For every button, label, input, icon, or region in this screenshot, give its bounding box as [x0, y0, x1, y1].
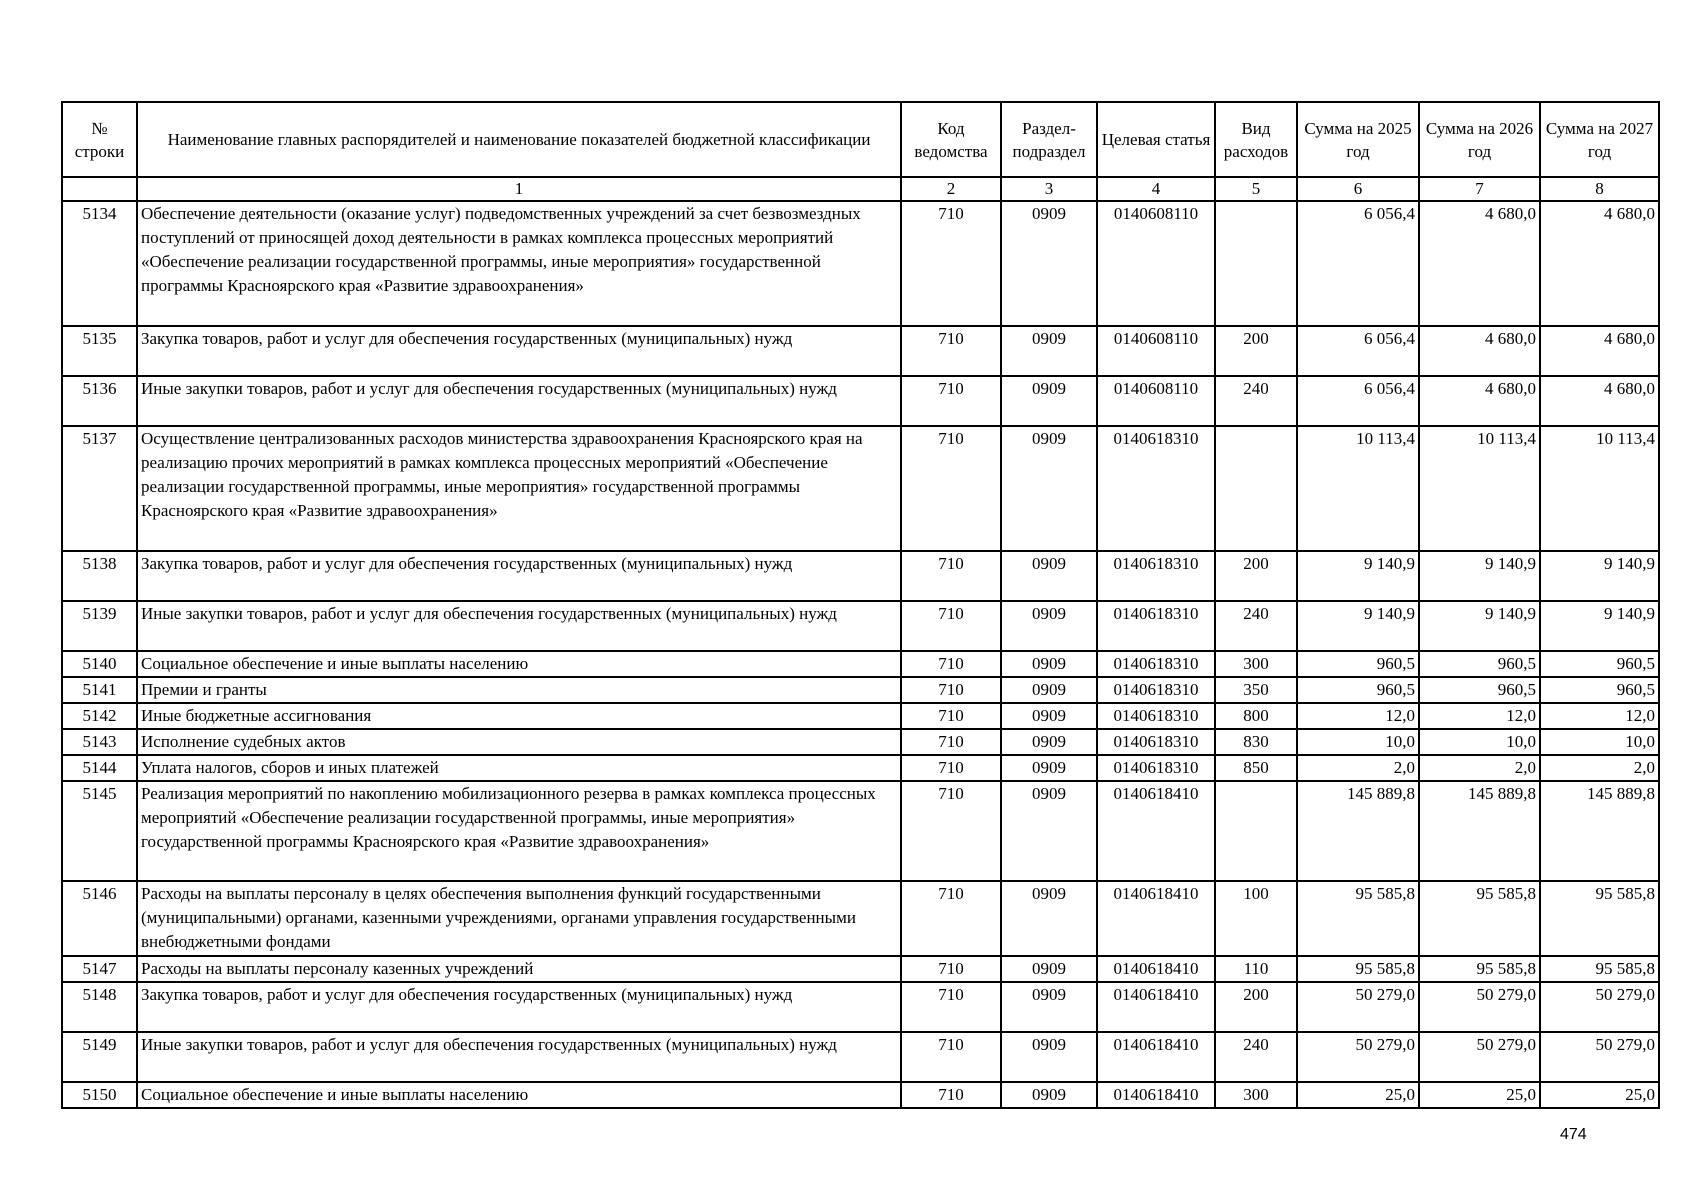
sum-2026: 10 113,4	[1419, 426, 1540, 551]
row-name: Исполнение судебных актов	[137, 729, 901, 755]
row-name: Премии и гранты	[137, 677, 901, 703]
table-row	[62, 755, 1659, 781]
table-row	[62, 703, 1659, 729]
sum-2027: 95 585,8	[1540, 956, 1659, 982]
header-expense-type: Вид расходов	[1215, 102, 1297, 177]
target-article: 0140618310	[1097, 729, 1215, 755]
expense-type	[1215, 781, 1297, 881]
target-article: 0140608110	[1097, 326, 1215, 376]
column-number-empty	[62, 177, 137, 201]
target-article: 0140618410	[1097, 881, 1215, 956]
sum-2025: 960,5	[1297, 677, 1419, 703]
table-row	[62, 781, 1659, 881]
department-code: 710	[901, 651, 1001, 677]
table-row	[62, 551, 1659, 601]
department-code: 710	[901, 729, 1001, 755]
table-body	[62, 201, 1659, 1108]
section-code: 0909	[1001, 755, 1097, 781]
row-number: 5143	[62, 729, 137, 755]
sum-2027: 4 680,0	[1540, 201, 1659, 326]
column-numbers-row	[62, 177, 1659, 201]
row-number: 5141	[62, 677, 137, 703]
target-article: 0140618410	[1097, 956, 1215, 982]
department-code: 710	[901, 201, 1001, 326]
sum-2026: 9 140,9	[1419, 601, 1540, 651]
sum-2026: 2,0	[1419, 755, 1540, 781]
expense-type: 100	[1215, 881, 1297, 956]
expense-type	[1215, 201, 1297, 326]
row-number: 5139	[62, 601, 137, 651]
target-article: 0140618410	[1097, 1032, 1215, 1082]
sum-2027: 960,5	[1540, 651, 1659, 677]
section-code: 0909	[1001, 982, 1097, 1032]
sum-2025: 10 113,4	[1297, 426, 1419, 551]
sum-2027: 25,0	[1540, 1082, 1659, 1108]
section-code: 0909	[1001, 201, 1097, 326]
row-name: Иные закупки товаров, работ и услуг для обеспечения государственных (муниципальных) нужд	[137, 601, 901, 651]
sum-2027: 9 140,9	[1540, 601, 1659, 651]
table-row	[62, 677, 1659, 703]
sum-2026: 145 889,8	[1419, 781, 1540, 881]
sum-2026: 12,0	[1419, 703, 1540, 729]
row-name: Расходы на выплаты персоналу в целях обеспечения выполнения функций государственными (муниципальными) органами, казенными учреждениями, органами управления государственными внебюджетными фондами	[137, 881, 901, 956]
sum-2026: 50 279,0	[1419, 1032, 1540, 1082]
sum-2026: 25,0	[1419, 1082, 1540, 1108]
target-article: 0140618410	[1097, 1082, 1215, 1108]
section-code: 0909	[1001, 1032, 1097, 1082]
section-code: 0909	[1001, 881, 1097, 956]
column-number: 2	[901, 177, 1001, 201]
department-code: 710	[901, 601, 1001, 651]
target-article: 0140618310	[1097, 601, 1215, 651]
row-number: 5147	[62, 956, 137, 982]
sum-2027: 145 889,8	[1540, 781, 1659, 881]
target-article: 0140618310	[1097, 426, 1215, 551]
sum-2026: 95 585,8	[1419, 956, 1540, 982]
header-section: Раздел-подраздел	[1001, 102, 1097, 177]
department-code: 710	[901, 781, 1001, 881]
section-code: 0909	[1001, 326, 1097, 376]
section-code: 0909	[1001, 729, 1097, 755]
row-number: 5136	[62, 376, 137, 426]
table-row	[62, 1082, 1659, 1108]
section-code: 0909	[1001, 1082, 1097, 1108]
page-number: 474	[1560, 1126, 1587, 1143]
row-number: 5138	[62, 551, 137, 601]
header-department-code: Код ведомства	[901, 102, 1001, 177]
sum-2026: 9 140,9	[1419, 551, 1540, 601]
row-number: 5145	[62, 781, 137, 881]
target-article: 0140608110	[1097, 201, 1215, 326]
department-code: 710	[901, 755, 1001, 781]
sum-2025: 6 056,4	[1297, 326, 1419, 376]
sum-2025: 12,0	[1297, 703, 1419, 729]
column-number: 4	[1097, 177, 1215, 201]
table-row	[62, 651, 1659, 677]
table-row	[62, 201, 1659, 326]
department-code: 710	[901, 677, 1001, 703]
row-number: 5146	[62, 881, 137, 956]
column-number: 8	[1540, 177, 1659, 201]
row-name: Уплата налогов, сборов и иных платежей	[137, 755, 901, 781]
row-name: Обеспечение деятельности (оказание услуг) подведомственных учреждений за счет безвозмездных поступлений от приносящей доход деятельности в рамках комплекса процессных мероприятий «Обеспечение реализации государственной программы, иные мероприятия» государственной программы Красноярского края «Развитие здравоохранения»	[137, 201, 901, 326]
column-number: 7	[1419, 177, 1540, 201]
table-row	[62, 881, 1659, 956]
department-code: 710	[901, 881, 1001, 956]
row-name: Иные закупки товаров, работ и услуг для обеспечения государственных (муниципальных) нужд	[137, 376, 901, 426]
sum-2025: 95 585,8	[1297, 956, 1419, 982]
department-code: 710	[901, 551, 1001, 601]
target-article: 0140618310	[1097, 703, 1215, 729]
row-name: Расходы на выплаты персоналу казенных учреждений	[137, 956, 901, 982]
table-row	[62, 982, 1659, 1032]
row-number: 5134	[62, 201, 137, 326]
sum-2027: 960,5	[1540, 677, 1659, 703]
target-article: 0140618410	[1097, 982, 1215, 1032]
row-number: 5137	[62, 426, 137, 551]
row-name: Закупка товаров, работ и услуг для обеспечения государственных (муниципальных) нужд	[137, 326, 901, 376]
row-name: Иные закупки товаров, работ и услуг для обеспечения государственных (муниципальных) нужд	[137, 1032, 901, 1082]
row-number: 5149	[62, 1032, 137, 1082]
row-name: Реализация мероприятий по накоплению мобилизационного резерва в рамках комплекса процессных мероприятий «Обеспечение реализации государственной программы, иные мероприятия» государственной программы Красноярского края «Развитие здравоохранения»	[137, 781, 901, 881]
row-name: Осуществление централизованных расходов министерства здравоохранения Красноярского края на реализацию прочих мероприятий в рамках комплекса процессных мероприятий «Обеспечение реализации государственной программы, иные мероприятия» государственной программы Красноярского края «Развитие здравоохранения»	[137, 426, 901, 551]
target-article: 0140618310	[1097, 755, 1215, 781]
header-name: Наименование главных распорядителей и наименование показателей бюджетной классификации	[137, 102, 901, 177]
table-row	[62, 956, 1659, 982]
department-code: 710	[901, 1082, 1001, 1108]
row-number: 5135	[62, 326, 137, 376]
table-row	[62, 426, 1659, 551]
sum-2025: 50 279,0	[1297, 1032, 1419, 1082]
sum-2026: 960,5	[1419, 651, 1540, 677]
sum-2027: 50 279,0	[1540, 1032, 1659, 1082]
expense-type: 300	[1215, 1082, 1297, 1108]
row-name: Социальное обеспечение и иные выплаты населению	[137, 651, 901, 677]
sum-2027: 12,0	[1540, 703, 1659, 729]
column-number: 6	[1297, 177, 1419, 201]
expense-type: 240	[1215, 1032, 1297, 1082]
row-number: 5150	[62, 1082, 137, 1108]
sum-2026: 95 585,8	[1419, 881, 1540, 956]
expense-type: 200	[1215, 326, 1297, 376]
row-number: 5144	[62, 755, 137, 781]
sum-2025: 9 140,9	[1297, 601, 1419, 651]
sum-2026: 960,5	[1419, 677, 1540, 703]
sum-2027: 4 680,0	[1540, 376, 1659, 426]
sum-2025: 50 279,0	[1297, 982, 1419, 1032]
row-number: 5148	[62, 982, 137, 1032]
budget-table	[61, 101, 1660, 1109]
section-code: 0909	[1001, 651, 1097, 677]
header-sum-2026: Сумма на 2026 год	[1419, 102, 1540, 177]
row-name: Закупка товаров, работ и услуг для обеспечения государственных (муниципальных) нужд	[137, 982, 901, 1032]
expense-type: 240	[1215, 376, 1297, 426]
table-row	[62, 376, 1659, 426]
sum-2025: 10,0	[1297, 729, 1419, 755]
row-name: Иные бюджетные ассигнования	[137, 703, 901, 729]
sum-2027: 50 279,0	[1540, 982, 1659, 1032]
sum-2027: 10,0	[1540, 729, 1659, 755]
sum-2025: 145 889,8	[1297, 781, 1419, 881]
department-code: 710	[901, 1032, 1001, 1082]
row-name: Закупка товаров, работ и услуг для обеспечения государственных (муниципальных) нужд	[137, 551, 901, 601]
row-number: 5142	[62, 703, 137, 729]
department-code: 710	[901, 376, 1001, 426]
section-code: 0909	[1001, 781, 1097, 881]
sum-2025: 6 056,4	[1297, 376, 1419, 426]
target-article: 0140608110	[1097, 376, 1215, 426]
row-number: 5140	[62, 651, 137, 677]
department-code: 710	[901, 956, 1001, 982]
department-code: 710	[901, 426, 1001, 551]
section-code: 0909	[1001, 376, 1097, 426]
sum-2027: 95 585,8	[1540, 881, 1659, 956]
section-code: 0909	[1001, 601, 1097, 651]
header-target-article: Целевая статья	[1097, 102, 1215, 177]
expense-type: 830	[1215, 729, 1297, 755]
table-row	[62, 601, 1659, 651]
column-number: 5	[1215, 177, 1297, 201]
sum-2026: 4 680,0	[1419, 376, 1540, 426]
sum-2025: 25,0	[1297, 1082, 1419, 1108]
expense-type: 200	[1215, 551, 1297, 601]
expense-type	[1215, 426, 1297, 551]
target-article: 0140618310	[1097, 551, 1215, 601]
section-code: 0909	[1001, 703, 1097, 729]
section-code: 0909	[1001, 956, 1097, 982]
department-code: 710	[901, 982, 1001, 1032]
sum-2025: 9 140,9	[1297, 551, 1419, 601]
column-number: 1	[137, 177, 901, 201]
sum-2025: 6 056,4	[1297, 201, 1419, 326]
expense-type: 300	[1215, 651, 1297, 677]
expense-type: 800	[1215, 703, 1297, 729]
table-row	[62, 326, 1659, 376]
target-article: 0140618310	[1097, 651, 1215, 677]
department-code: 710	[901, 703, 1001, 729]
row-name: Социальное обеспечение и иные выплаты населению	[137, 1082, 901, 1108]
sum-2027: 2,0	[1540, 755, 1659, 781]
expense-type: 110	[1215, 956, 1297, 982]
sum-2027: 9 140,9	[1540, 551, 1659, 601]
expense-type: 200	[1215, 982, 1297, 1032]
sum-2027: 10 113,4	[1540, 426, 1659, 551]
sum-2026: 4 680,0	[1419, 201, 1540, 326]
expense-type: 240	[1215, 601, 1297, 651]
expense-type: 350	[1215, 677, 1297, 703]
target-article: 0140618410	[1097, 781, 1215, 881]
sum-2027: 4 680,0	[1540, 326, 1659, 376]
sum-2025: 960,5	[1297, 651, 1419, 677]
sum-2026: 4 680,0	[1419, 326, 1540, 376]
column-number: 3	[1001, 177, 1097, 201]
sum-2025: 95 585,8	[1297, 881, 1419, 956]
table-row	[62, 729, 1659, 755]
target-article: 0140618310	[1097, 677, 1215, 703]
section-code: 0909	[1001, 551, 1097, 601]
header-row	[62, 102, 1659, 177]
header-sum-2027: Сумма на 2027 год	[1540, 102, 1659, 177]
table-row	[62, 1032, 1659, 1082]
section-code: 0909	[1001, 677, 1097, 703]
header-row-number: № строки	[62, 102, 137, 177]
sum-2025: 2,0	[1297, 755, 1419, 781]
header-sum-2025: Сумма на 2025 год	[1297, 102, 1419, 177]
sum-2026: 10,0	[1419, 729, 1540, 755]
expense-type: 850	[1215, 755, 1297, 781]
section-code: 0909	[1001, 426, 1097, 551]
department-code: 710	[901, 326, 1001, 376]
sum-2026: 50 279,0	[1419, 982, 1540, 1032]
